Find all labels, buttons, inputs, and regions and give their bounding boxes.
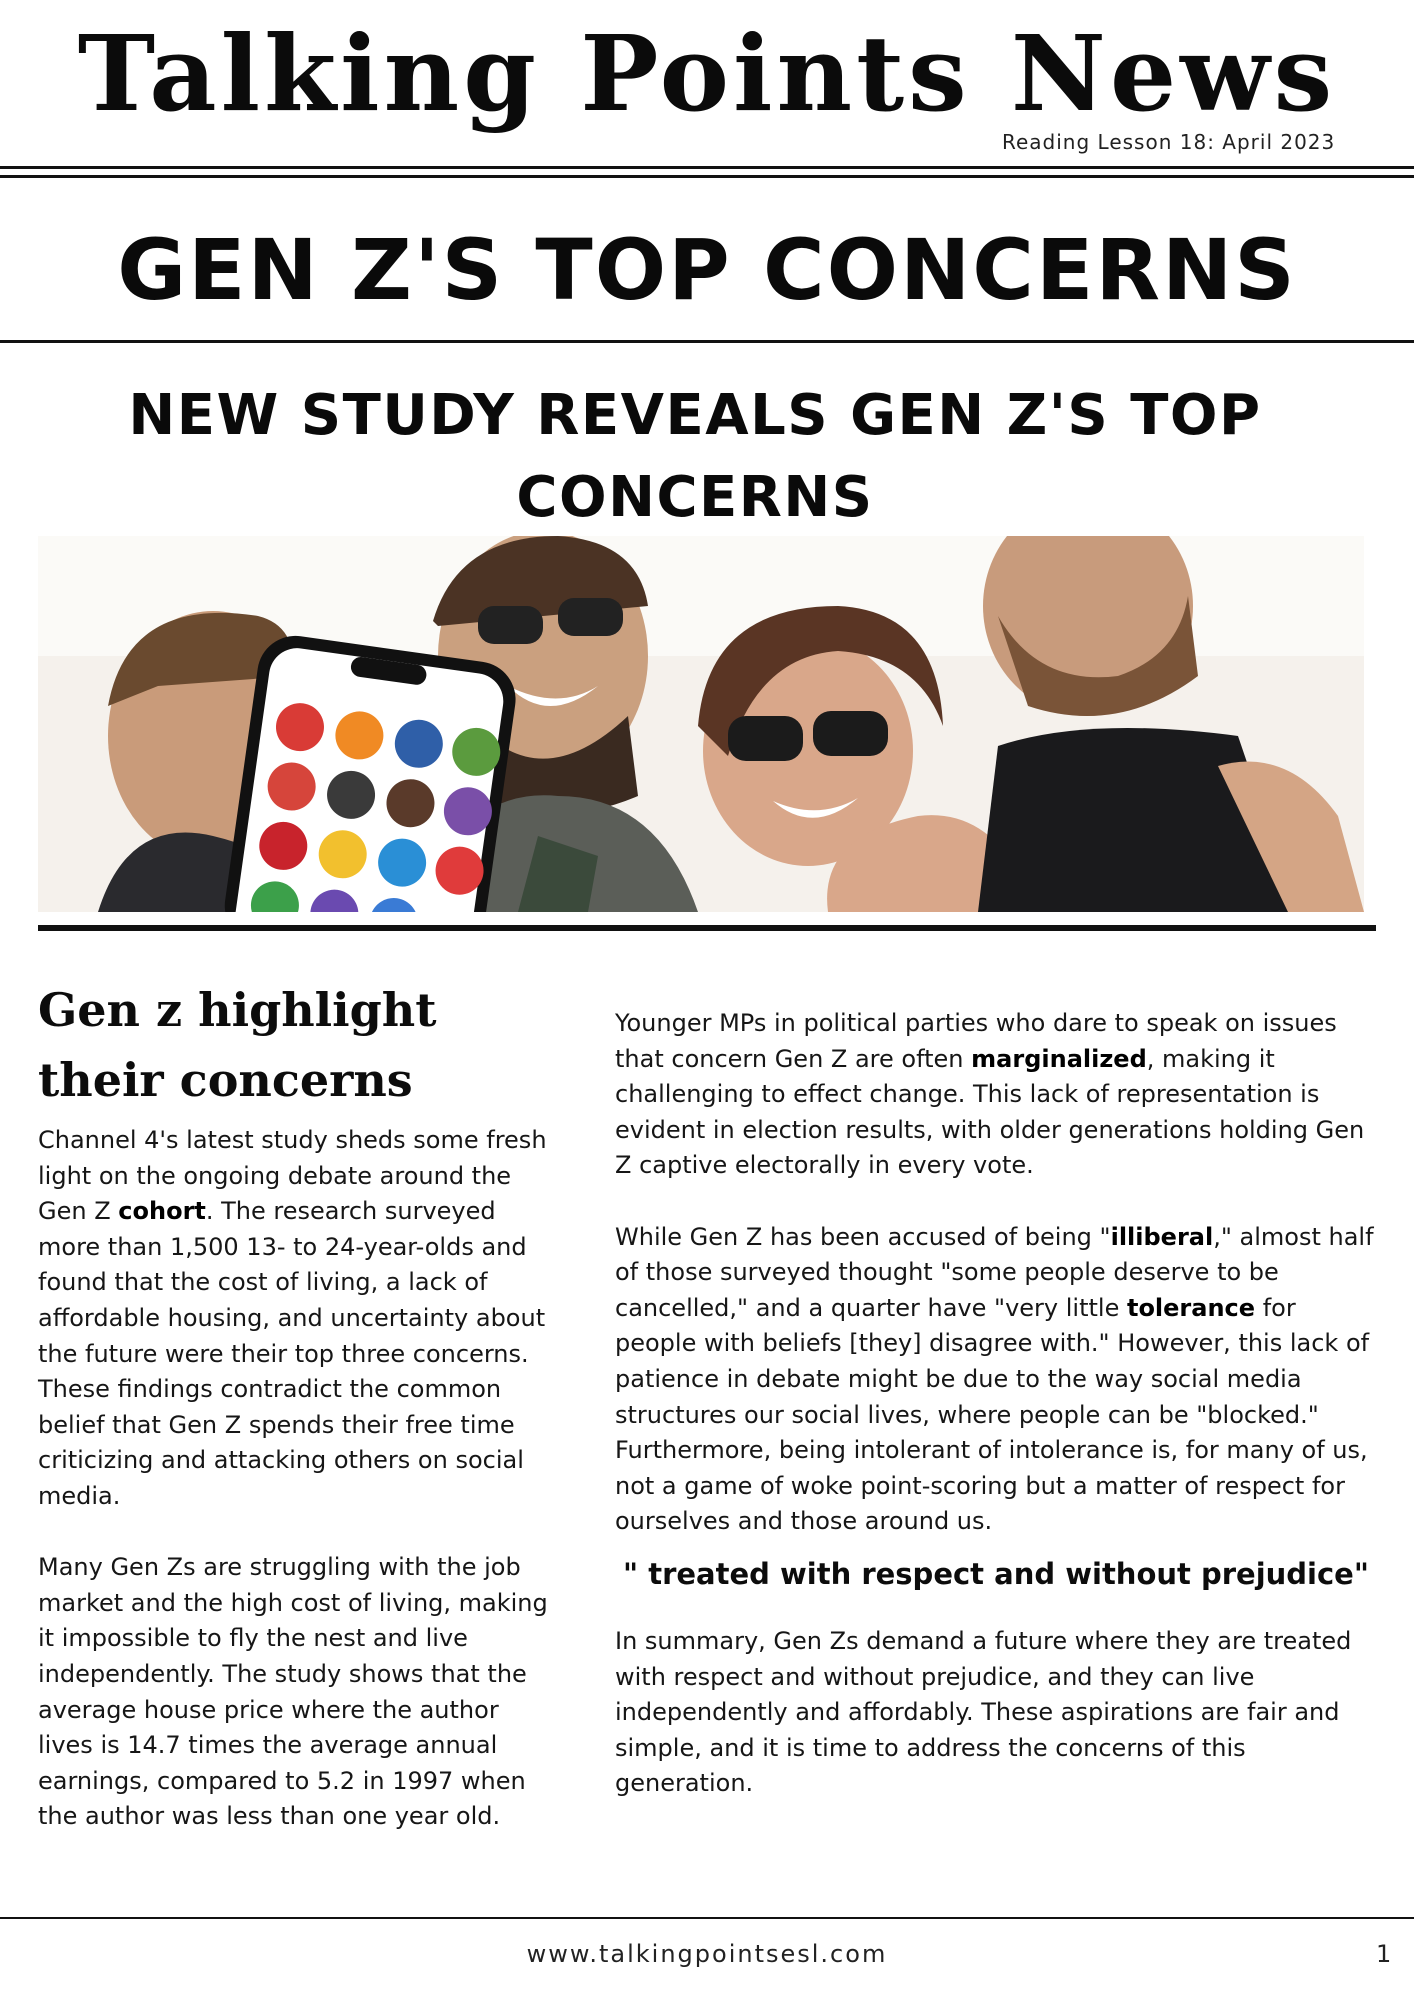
reading-lesson-label: Reading Lesson 18: April 2023: [1002, 130, 1336, 154]
right-paragraph-1: [615, 1006, 1383, 1184]
text-run: for people with beliefs [they] disagree with." However, this lack of patience in debate might be due to the way social media structures our social lives, where people can be "blocked." Furthermore, being intolerant of intolerance is, for many of us, not a game of woke point-scoring but a matter of respect for ourselves and those around us.: [615, 1293, 1370, 1536]
paragraph-gap: [615, 1184, 1383, 1220]
left-column: [38, 975, 548, 1835]
masthead-rule-top: [0, 166, 1414, 169]
bold-term-marginalized: marginalized: [971, 1044, 1147, 1073]
bold-term-illiberal: illiberal: [1110, 1222, 1214, 1251]
paragraph-gap: [38, 1515, 548, 1551]
photo-rule: [38, 925, 1376, 931]
text-run: ," almost half of those surveyed thought "some people deserve to be cancelled," and a quarter have "very little: [615, 1222, 1374, 1322]
right-column: [615, 1006, 1383, 1802]
sub-headline: NEW STUDY REVEALS GEN Z'S TOP CONCERNS: [128, 383, 1262, 530]
text-run: While Gen Z has been accused of being ": [615, 1222, 1111, 1251]
masthead-title: Talking Points News: [77, 12, 1337, 135]
section-title: Gen z highlight their concerns: [38, 983, 437, 1107]
text-run: . The research surveyed more than 1,500 13- to 24-year-olds and found that the cost of living, a lack of affordable housing, and uncertainty about the future were their top three concerns. These findings contradict the common belief that Gen Z spends their free time criticizing and attacking others on social media.: [38, 1197, 546, 1510]
text-run: Channel 4's latest study sheds some fresh light on the ongoing debate around the Gen Z: [38, 1126, 547, 1226]
bold-term-cohort: cohort: [118, 1197, 206, 1226]
footer-url: www.talkingpointsesl.com: [526, 1940, 888, 1968]
left-paragraph-2: Many Gen Zs are struggling with the job market and the high cost of living, making it impossible to fly the nest and live independently. The study shows that the average house price where the author lives is 14.7 times the average annual earnings, compared to 5.2 in 1997 when the author was less than one year old.: [38, 1553, 548, 1831]
footer-rule: [0, 1917, 1414, 1919]
pull-quote: " treated with respect and without prejudice": [623, 1556, 1369, 1591]
bold-term-tolerance: tolerance: [1126, 1293, 1256, 1322]
page-number: 1: [1376, 1940, 1392, 1968]
text-run: , making it challenging to effect change. This lack of representation is evident in election results, with older generations holding Gen Z captive electorally in every vote.: [615, 1044, 1365, 1180]
left-paragraph-1: [38, 1123, 548, 1515]
right-paragraph-3: In summary, Gen Zs demand a future where they are treated with respect and without prejudice, and they can live independently and affordably. These aspirations are fair and simple, and it is time to address the concerns of this generation.: [615, 1626, 1352, 1798]
headline-rule: [0, 340, 1414, 343]
masthead-rule-bottom: [0, 175, 1414, 178]
page-headline: GEN Z'S TOP CONCERNS: [117, 221, 1297, 319]
right-paragraph-2: [615, 1220, 1383, 1540]
text-run: Younger MPs in political parties who dare to speak on issues that concern Gen Z are often: [615, 1009, 1337, 1073]
hero-photo: [38, 536, 1364, 912]
